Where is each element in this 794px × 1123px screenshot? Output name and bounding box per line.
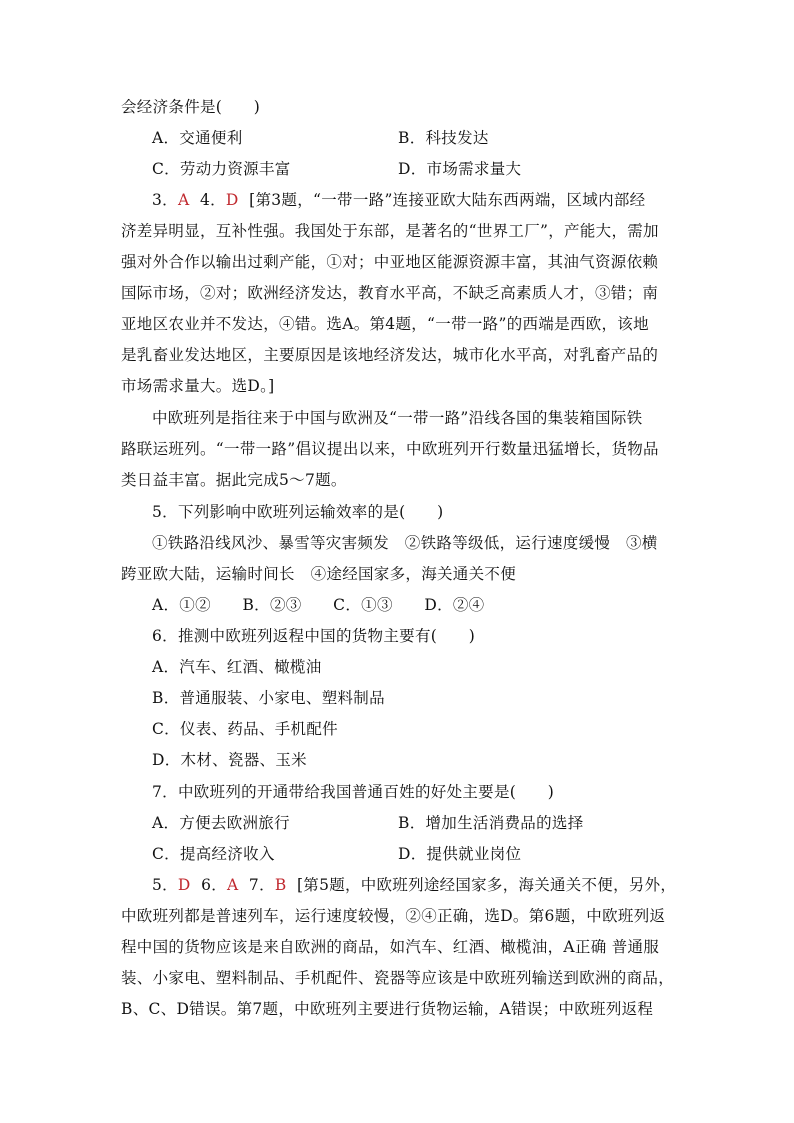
- answer-6-number: 6．: [201, 876, 227, 894]
- q6-option-c: C．仪表、药品、手机配件: [152, 720, 338, 738]
- question-5-statement-line: ①铁路沿线风沙、暴雪等灾害频发 ②铁路等级低，运行速度缓慢 ③横: [152, 534, 658, 552]
- answer-6-key: A: [226, 876, 239, 894]
- q2-option-c: C．劳动力资源丰富: [152, 160, 291, 178]
- answer-4-number: 4．: [199, 191, 226, 209]
- question-5-options: A．①② B．②③ C．①③ D．②④: [152, 596, 485, 614]
- explanation-line: 国际市场，②对；欧洲经济发达，教育水平高，不缺乏高素质人才，③错；南: [121, 284, 659, 302]
- q2-option-a: A．交通便利: [152, 129, 243, 147]
- explanation-text: [第5题，中欧班列途经国家多，海关通关不便，另外，: [296, 876, 677, 894]
- explanation-line: 中欧班列都是普速列车，运行速度较慢，②④正确，选D。第6题，中欧班列返: [121, 907, 666, 925]
- question-2-stem-tail: 会经济条件是( ): [121, 98, 261, 116]
- intro-paragraph-line: 路联运班列。“一带一路”倡议提出以来，中欧班列开行数量迅猛增长，货物品: [121, 440, 659, 458]
- question-5-statement-line: 跨亚欧大陆，运输时间长 ④途经国家多，海关通关不便: [121, 565, 517, 583]
- question-7-stem: 7．中欧班列的开通带给我国普通百姓的好处主要是( ): [152, 783, 555, 801]
- explanation-line: 市场需求量大。选D。]: [121, 377, 275, 395]
- answer-5-key: D: [177, 876, 191, 894]
- question-5-stem: 5．下列影响中欧班列运输效率的是( ): [152, 503, 444, 521]
- q2-option-d: D．市场需求量大: [398, 160, 522, 178]
- explanation-line: 济差异明显，互补性强。我国处于东部，是著名的“世界工厂”，产能大，需加: [121, 222, 659, 240]
- q2-option-b: B．科技发达: [398, 129, 489, 147]
- q7-option-a: A．方便去欧洲旅行: [152, 814, 290, 832]
- explanation-line: B、C、D错误。第7题，中欧班列主要进行货物运输，A错误；中欧班列返程: [121, 1000, 654, 1018]
- q6-option-d: D．木材、瓷器、玉米: [152, 751, 307, 769]
- q6-option-b: B．普通服装、小家电、塑料制品: [152, 689, 385, 707]
- answer-7-number: 7．: [248, 876, 275, 894]
- answer-4-key: D: [225, 191, 239, 209]
- q7-option-c: C．提高经济收入: [152, 845, 275, 863]
- answer-5-number: 5．: [152, 876, 178, 894]
- explanation-line: 装、小家电、塑料制品、手机配件、瓷器等应该是中欧班列输送到欧洲的商品，: [121, 969, 675, 987]
- explanation-line: 亚地区农业并不发达，④错。选A。第4题，“一带一路”的西端是西欧，该地: [121, 315, 649, 333]
- answer-7-key: B: [274, 876, 287, 894]
- explanation-text: [第3题，“一带一路”连接亚欧大陆东西两端，区域内部经: [249, 191, 646, 209]
- explanation-line: 程中国的货物应该是来自欧洲的商品，如汽车、红酒、橄榄油，A正确 普通服: [121, 938, 660, 956]
- intro-paragraph-line: 类日益丰富。据此完成5～7题。: [121, 471, 347, 489]
- explanation-line: 强对外合作以输出过剩产能，①对；中亚地区能源资源丰富，其油气资源依赖: [121, 253, 659, 271]
- answer-5-7-line-1: [152, 875, 676, 895]
- q6-option-a: A．汽车、红酒、橄榄油: [152, 658, 322, 676]
- answer-3-4-line-1: [152, 190, 645, 210]
- intro-paragraph-line: 中欧班列是指往来于中国与欧洲及“一带一路”沿线各国的集装箱国际铁: [152, 409, 643, 427]
- question-6-stem: 6．推测中欧班列返程中国的货物主要有( ): [152, 627, 476, 645]
- q7-option-b: B．增加生活消费品的选择: [398, 814, 584, 832]
- answer-3-key: A: [177, 191, 190, 209]
- q7-option-d: D．提供就业岗位: [398, 845, 522, 863]
- explanation-line: 是乳畜业发达地区，主要原因是该地经济发达，城市化水平高，对乳畜产品的: [121, 346, 659, 364]
- answer-3-number: 3．: [152, 191, 178, 209]
